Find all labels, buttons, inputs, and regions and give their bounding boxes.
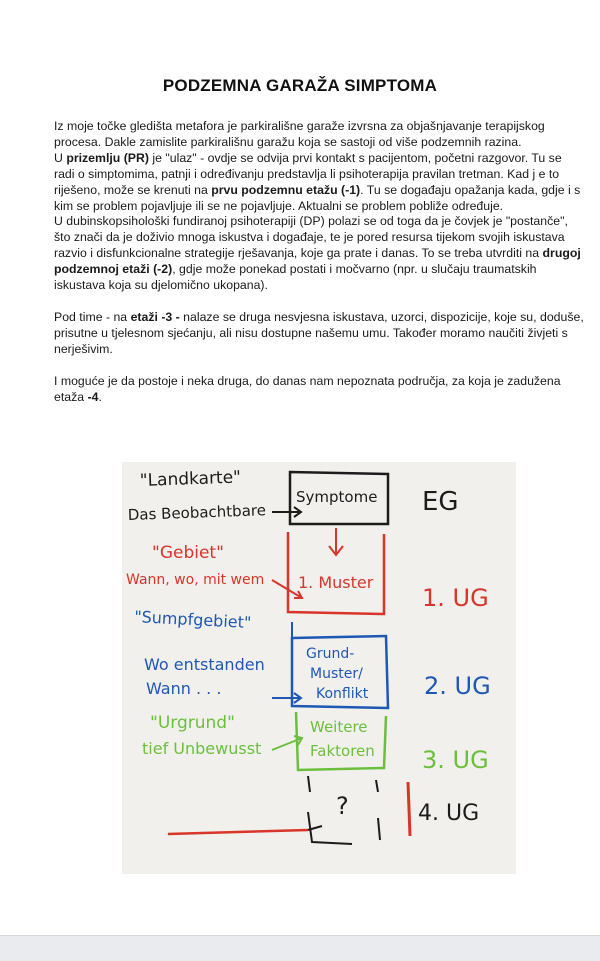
- bold-ground-floor: prizemlju (PR): [66, 150, 149, 165]
- label-sumpfgebiet: "Sumpfgebiet": [133, 607, 252, 633]
- box-weitere-line2: Faktoren: [310, 742, 375, 760]
- label-landkarte: "Landkarte": [139, 467, 242, 491]
- document-body: [54, 119, 584, 406]
- label-tief-unbewusst: tief Unbewusst: [142, 739, 262, 758]
- bold-second-underground: drugoj podzemnoj etaži (-2): [54, 246, 581, 277]
- page-title: PODZEMNA GARAŽA SIMPTOMA: [162, 76, 438, 95]
- arrow-beobachtbare: [274, 507, 301, 517]
- label-wann-wo: Wann, wo, mit wem: [126, 572, 265, 588]
- box-question: ?: [336, 792, 349, 820]
- text-run: , gdje može ponekad postati i močvarno (npr. u slučaju traumatskih iskustava koja su djelomično ukopana).: [54, 262, 537, 293]
- box-symptome-label: Symptome: [296, 488, 378, 506]
- intro-line-1: Iz moje točke gledišta metafora je parkirališne garaže izvrsna za objašnjavanje terapijskog: [54, 119, 545, 133]
- text-run: U: [54, 150, 67, 165]
- bold-third-underground: etaži -3 -: [130, 309, 180, 324]
- paragraph-third-level: [54, 310, 584, 358]
- label-beobachtbare: Das Beobachtbare: [127, 501, 267, 524]
- level-eg: EG: [422, 487, 459, 517]
- box-muster-label: 1. Muster: [298, 573, 374, 592]
- label-gebiet: "Gebiet": [152, 543, 224, 563]
- level-ug4: 4. UG: [418, 801, 480, 826]
- paragraph-ground-floor: [54, 151, 584, 215]
- text-run: Pod time - na: [54, 309, 131, 324]
- paragraph-intro: [54, 119, 584, 151]
- paragraph-second-level: [54, 214, 584, 294]
- box-grund-line1: Grund-: [306, 646, 355, 662]
- intro-line-2: procesa. Dakle zamislite parkirališnu garažu koja se sastoji od više podzemnih razina.: [54, 134, 522, 149]
- text-run: . Tu se događaju opažanja kada, gdje i s kim se problem pojavljuje ili se ne pojavljuje. Aktualni se problem pobliže određuje.: [54, 182, 581, 213]
- box-grund-line3: Konflikt: [316, 686, 369, 702]
- text-run: U dubinskopsihološki fundiranoj psihoterapiji (DP) polazi se od toga da je čovjek je "postanče", što znači da je doživio mnoga iskustva i događaje, te je pored resursa tijekom svojih iskustava razvio i disfunkcionalne strategije rješavanja, koje ga prate i danas. To se treba utvrditi na: [54, 214, 568, 261]
- text-run: I moguće je da postoje i neka druga, do danas nam nepoznata područja, za koja je zadužena etaža: [54, 373, 561, 404]
- level-ug2: 2. UG: [424, 672, 491, 700]
- text-run: je "ulaz" - ovdje se odvija prvi kontakt s pacijentom, početni razgovor. Tu se radi o simptomima, patnji i određivanju predstavlja li psihoterapija pravilan tretman. Kad j e to riješeno, može se krenuti na: [54, 150, 562, 197]
- arrow-wann2: [272, 693, 301, 703]
- bold-first-underground: prvu podzemnu etažu (-1): [211, 182, 361, 197]
- page-footer-bar: [0, 935, 600, 961]
- level-ug3: 3. UG: [422, 746, 489, 774]
- text-run: .: [98, 389, 102, 404]
- label-wann-dots: Wann . . .: [146, 679, 222, 698]
- bold-fourth-underground: -4: [87, 389, 99, 404]
- paragraph-fourth-level: [54, 374, 584, 406]
- arrow-down-red: [329, 528, 343, 555]
- level-ug1: 1. UG: [422, 584, 489, 612]
- label-urgrund: "Urgrund": [150, 713, 235, 733]
- text-run: nalaze se druga nesvjesna iskustava, uzorci, dispozicije, koje su, doduše, prisutne u tjelesnom sjećanju, ali nisu dostupne našemu umu. Također moramo naučiti živjeti s nerješivim.: [54, 309, 584, 356]
- box-weitere-line1: Weitere: [310, 718, 368, 736]
- sketch-drawing: [122, 462, 516, 874]
- label-wo-entstanden: Wo entstanden: [144, 655, 265, 674]
- level-ug4-bar: [408, 782, 410, 836]
- box-grund-line2: Muster/: [310, 666, 363, 682]
- line-fourth: [168, 830, 308, 834]
- whiteboard-sketch-photo: [122, 462, 516, 874]
